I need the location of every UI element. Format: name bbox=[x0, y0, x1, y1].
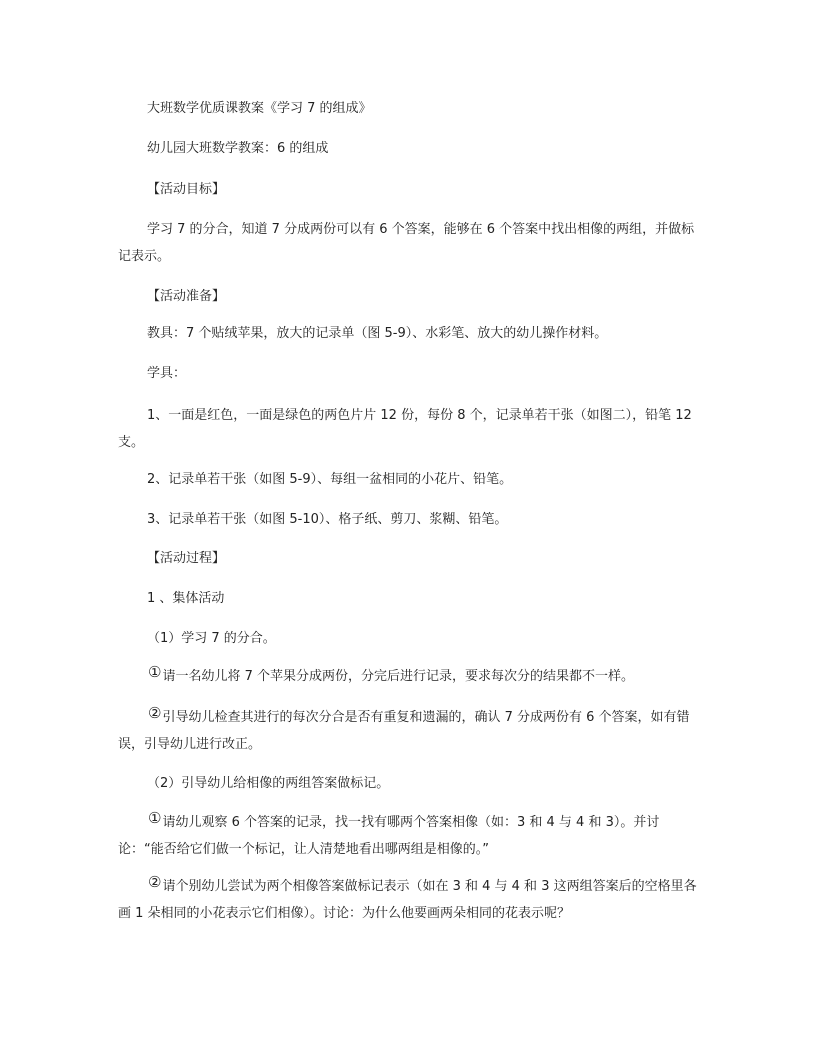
circled-number-1: ① bbox=[148, 663, 162, 681]
sub-1-item-2-text: 引导幼儿检查其进行的每次分合是否有重复和遗漏的，确认 7 分成两份有 6 个答案，如有错误，引导幼儿进行改正。 bbox=[118, 710, 690, 752]
goal-heading: 【活动目标】 bbox=[147, 182, 226, 197]
sub-step-2: （2）引导幼儿给相像的两组答案做标记。 bbox=[147, 776, 390, 791]
sub-2-item-1-text: 请幼儿观察 6 个答案的记录，找一找有哪两个答案相像（如：3 和 4 与 4 和 3）。并讨论：“能否给它们做一个标记，让人清楚地看出哪两组是相像的。” bbox=[118, 815, 660, 857]
sub-1-item-1 bbox=[118, 663, 698, 690]
goal-text: 学习 7 的分合，知道 7 分成两份可以有 6 个答案，能够在 6 个答案中找出相像的两组，并做标记表示。 bbox=[118, 222, 695, 264]
sub-2-item-2-text: 请个别幼儿尝试为两个相像答案做标记表示（如在 3 和 4 与 4 和 3 这两组答案后的空格里各画 1 朵相同的小花表示它们相像）。讨论：为什么他要画两朵相同的花表示呢？ bbox=[118, 879, 697, 921]
prep-item-2: 2、记录单若干张（如图 5-9）、每组一盆相同的小花片、铅笔。 bbox=[147, 472, 513, 487]
sub-1-item-1-text: 请一名幼儿将 7 个苹果分成两份，分完后进行记录，要求每次分的结果都不一样。 bbox=[162, 669, 634, 684]
circled-number-1: ① bbox=[148, 809, 162, 827]
process-heading: 【活动过程】 bbox=[147, 551, 226, 566]
circled-number-2: ② bbox=[148, 873, 162, 891]
sub-step-1: （1）学习 7 的分合。 bbox=[147, 631, 276, 646]
prep-item-1: 1、一面是红色，一面是绿色的两色片片 12 份，每份 8 个，记录单若干张（如图二），铅笔 12 支。 bbox=[118, 408, 692, 450]
sub-2-item-1 bbox=[118, 809, 698, 863]
prep-student-label: 学具： bbox=[147, 366, 187, 381]
prep-teacher: 教具：7 个贴绒苹果，放大的记录单（图 5-9）、水彩笔、放大的幼儿操作材料。 bbox=[147, 326, 608, 341]
process-step-1: 1 、集体活动 bbox=[147, 591, 225, 606]
document-subtitle: 幼儿园大班数学教案：6 的组成 bbox=[147, 141, 329, 156]
circled-number-2: ② bbox=[148, 704, 162, 722]
prep-item-3: 3、记录单若干张（如图 5-10）、格子纸、剪刀、浆糊、铅笔。 bbox=[147, 512, 508, 527]
sub-2-item-2 bbox=[118, 873, 698, 927]
document-title: 大班数学优质课教案《学习 7 的组成》 bbox=[147, 101, 372, 116]
prep-heading: 【活动准备】 bbox=[147, 289, 226, 304]
sub-1-item-2 bbox=[118, 704, 698, 758]
